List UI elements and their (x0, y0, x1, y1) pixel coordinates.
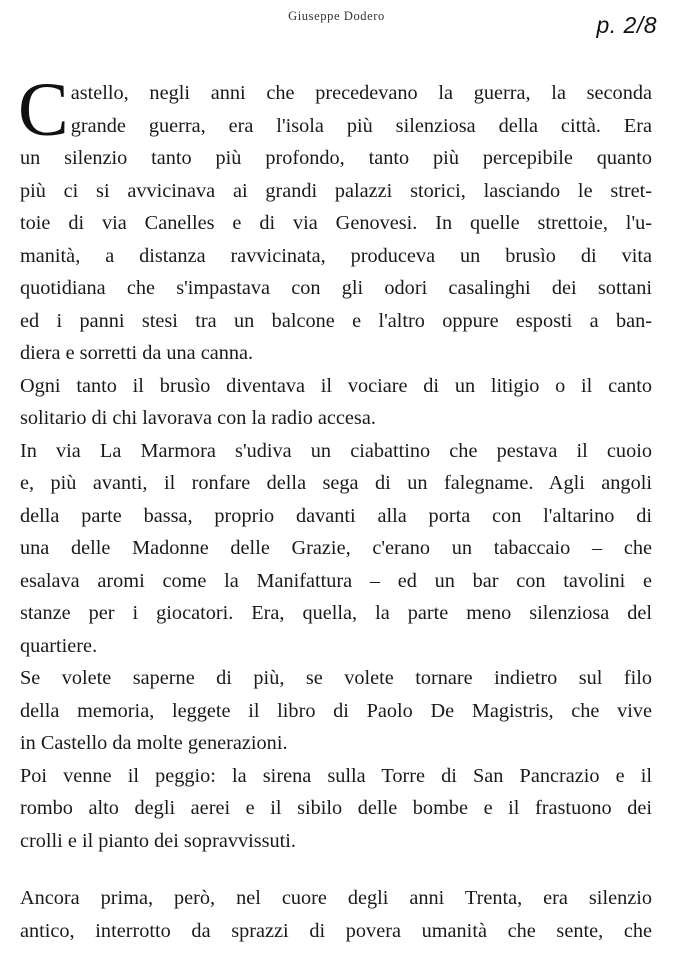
text-line: grande guerra, era l'isola più silenziosa della città. Era (70, 114, 652, 137)
page-number: p. 2/8 (596, 12, 657, 38)
text-line: Ogni tanto il brusìo diventava il vociare di un litigio o il canto (20, 374, 652, 397)
text-line: antico, interrotto da sprazzi di povera umanità che sente, che (20, 919, 652, 942)
drop-cap: C (18, 68, 69, 152)
paragraph-4 (20, 662, 652, 760)
text-line: stanze per i giocatori. Era, quella, la parte meno silenziosa del (20, 602, 652, 624)
text-line: esalava aromi come la Manifattura – ed un bar con tavolini e (20, 569, 652, 592)
text-line: In via La Marmora s'udiva un ciabattino che pestava il cuoio (20, 439, 652, 462)
text-line: quotidiana che s'impastava con gli odori casalinghi dei sottani (20, 277, 652, 299)
text-line: Se volete saperne di più, se volete tornare indietro sul filo (20, 667, 652, 689)
text-line: e, più avanti, il ronfare della sega di un falegname. Agli angoli (20, 472, 652, 494)
paragraph-1 (18, 68, 652, 370)
text-line: solitario di chi lavorava con la radio accesa. (20, 407, 376, 429)
text-line: della memoria, leggete il libro di Paolo De Magistris, che vive (20, 699, 652, 722)
paragraph-6 (20, 882, 652, 947)
text-line: Poi venne il peggio: la sirena sulla Torre di San Pancrazio e il (20, 764, 652, 787)
text-line: più ci si avvicinava ai grandi palazzi storici, lasciando le stret- (20, 179, 652, 202)
text-line: della parte bassa, proprio davanti alla porta con l'altarino di (20, 504, 652, 527)
text-line: manità, a distanza ravvicinata, produceva un brusìo di vita (20, 244, 652, 267)
running-header-author: Giuseppe Dodero (288, 9, 385, 23)
paragraph-5 (20, 760, 652, 858)
text-line: toie di via Canelles e di via Genovesi. In quelle strettoie, l'u- (20, 212, 652, 234)
paragraph-2 (20, 370, 652, 435)
text-line: in Castello da molte generazioni. (20, 732, 288, 754)
text-line: un silenzio tanto più profondo, tanto più percepibile quanto (20, 147, 652, 169)
paragraph-3 (20, 435, 652, 663)
text-line: crolli e il pianto dei sopravvissuti. (20, 829, 297, 852)
text-line: quartiere. (20, 634, 98, 657)
text-line: rombo alto degli aerei e il sibilo delle bombe e il frastuono dei (20, 797, 652, 819)
text-line: diera e sorretti da una canna. (20, 342, 254, 364)
body-text (18, 68, 652, 947)
text-line: astello, negli anni che precedevano la guerra, la seconda (70, 82, 652, 104)
text-line: una delle Madonne delle Grazie, c'erano un tabaccaio – che (20, 537, 652, 559)
text-line: ed i panni stesi tra un balcone e l'altro oppure esposti a ban- (20, 309, 652, 332)
text-line: Ancora prima, però, nel cuore degli anni Trenta, era silenzio (20, 887, 652, 909)
